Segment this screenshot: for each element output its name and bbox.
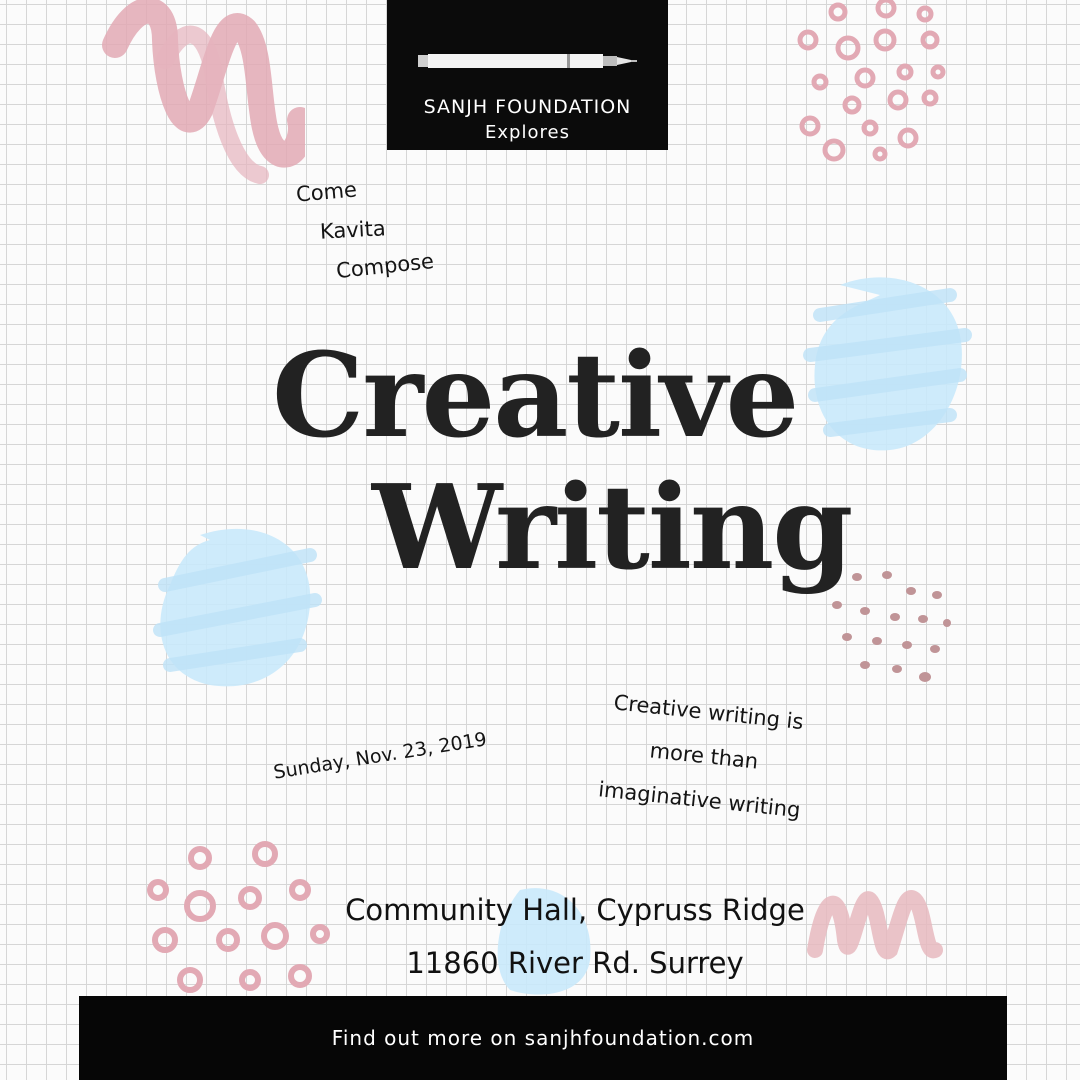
pink-dots-top-right <box>790 0 950 170</box>
tagline-word-2: Kavita <box>319 216 387 244</box>
venue-address: 11860 River Rd. Surrey <box>406 946 744 980</box>
header-subtitle: Explores <box>485 122 570 143</box>
quote-line-1: Creative writing is <box>612 690 805 735</box>
quote <box>578 678 830 834</box>
blue-scribble-left <box>150 515 325 695</box>
blue-scribble-right <box>800 255 975 460</box>
title-line-2: Writing <box>372 460 852 596</box>
org-name: SANJH FOUNDATION <box>423 96 632 118</box>
venue-name: Community Hall, Cypruss Ridge <box>345 893 805 927</box>
pen-icon <box>417 49 639 73</box>
footer-link-text[interactable]: Find out more on sanjhfoundation.com <box>331 1026 755 1050</box>
quote-line-2: more than <box>648 738 760 774</box>
event-date: Sunday, Nov. 23, 2019 <box>272 728 489 784</box>
tagline-word-1: Come <box>295 177 358 207</box>
tagline-word-3: Compose <box>335 248 436 284</box>
header-box <box>387 0 668 150</box>
title-line-1: Creative <box>272 328 798 464</box>
quote-line-3: imaginative writing <box>597 777 802 823</box>
footer-bar <box>79 996 1007 1080</box>
pink-scribble-top-left <box>95 0 305 190</box>
